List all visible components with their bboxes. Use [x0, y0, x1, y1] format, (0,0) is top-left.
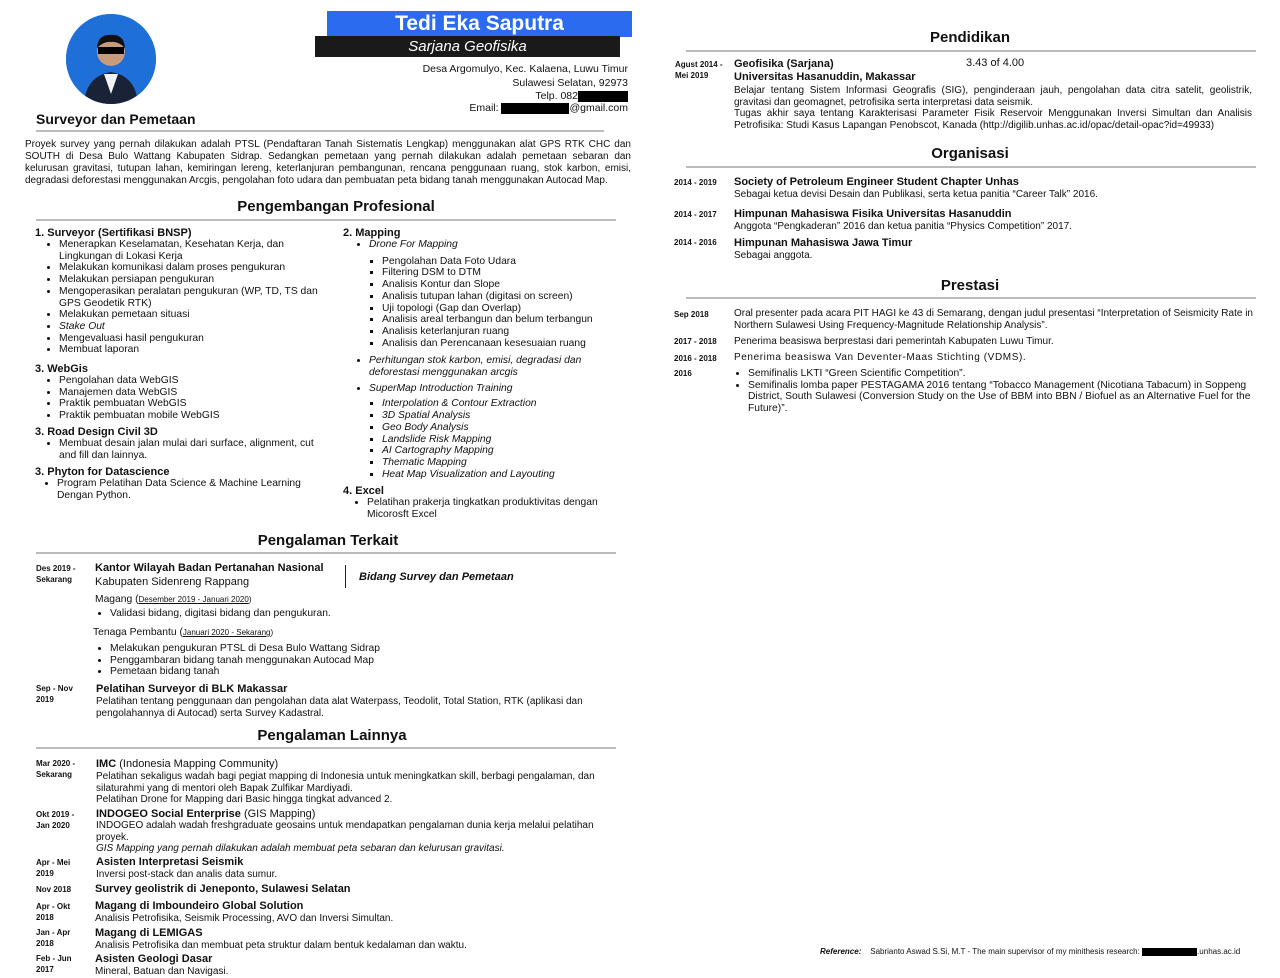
experience-org: Asisten Interpretasi Seismik — [96, 856, 244, 868]
pro-heading-excel: 4. Excel — [343, 485, 384, 498]
description-line: Pelatihan sekaligus wadah bagi pegiat mapping di Indonesia untuk meningkatkan skill, berbagi pengalaman, dan silaturahmi yang di mentori oleh Bapak Zulfikar Mardiyadi. — [96, 771, 595, 794]
pro-left-column — [35, 227, 330, 502]
divider — [36, 747, 616, 749]
list-item: • Perhitungan stok karbon, emisi, degradasi dan deforestasi menggunakan arcgis — [369, 355, 608, 378]
experience-org: Survey geolistrik di Jeneponto, Sulawesi Selatan — [95, 883, 351, 895]
experience-description: Analisis Petrofisika, Seismik Processing, AVO dan Inversi Simultan. — [95, 913, 394, 924]
pro-right-column — [343, 227, 608, 521]
divider — [36, 552, 616, 554]
achievement-description: Penerima beasiswa berprestasi dari pemerintah Kabupaten Luwu Timur. — [734, 336, 1054, 347]
achievement-description: Penerima beasiswa Van Deventer-Maas Stichting (VDMS). — [734, 352, 1027, 363]
list-item: ▪ Analisis Kontur dan Slope — [382, 279, 608, 291]
achievement-date: 2016 — [674, 369, 692, 378]
education-gpa: 3.43 of 4.00 — [966, 57, 1025, 69]
email — [469, 102, 628, 115]
experience-org — [96, 758, 278, 770]
list-item: ▪ Analisis dan Perencanaan kesesuaian ruang — [382, 338, 608, 350]
list-item: ▪ Analisis tutupan lahan (digitasi on screen) — [382, 291, 608, 303]
experience-description: Analisis Petrofisika dan membuat peta struktur dalam bentuk kedalaman dan waktu. — [95, 940, 467, 951]
role-date: Januari 2020 - Sekarang — [182, 628, 271, 637]
list-item: • Praktik pembuatan WebGIS — [59, 398, 330, 410]
list-item: • Melakukan komunikasi dalam proses pengukuran — [59, 262, 330, 274]
achievement-date: Sep 2018 — [674, 310, 709, 319]
section-title-professional: Pengembangan Profesional — [237, 198, 435, 215]
list-item: • Program Pelatihan Data Science & Machine Learning Dengan Python. — [57, 478, 330, 501]
mapping-list — [343, 239, 608, 251]
job-role: Surveyor dan Pemetaan — [36, 111, 196, 127]
description-line: GIS Mapping yang pernah dilakukan adalah membuat peta sebaran dan kelurusan gravitasi. — [96, 843, 505, 854]
experience-date: Nov 2018 — [36, 885, 72, 894]
reference-suffix: .unhas.ac.id — [1197, 947, 1241, 956]
role-label: Tenaga Pembantu ( — [93, 627, 183, 638]
pro-heading-civil3d: 3. Road Design Civil 3D — [35, 425, 158, 438]
role-label: Magang ( — [95, 594, 139, 605]
experience-org: Pelatihan Surveyor di BLK Makassar — [96, 683, 288, 695]
list-item: • Semifinalis LKTI “Green Scientific Competition”. — [748, 368, 1254, 380]
list-item: • Penggambaran bidang tanah menggunakan Autocad Map — [110, 655, 510, 667]
list-item: ▪ Heat Map Visualization and Layouting — [382, 469, 608, 481]
experience-description — [96, 820, 618, 855]
org-detail: (GIS Mapping) — [243, 808, 316, 820]
role-date: Desember 2019 - Januari 2020 — [138, 595, 249, 604]
excel-list — [343, 497, 608, 520]
divider — [686, 166, 1256, 168]
redaction-bar — [501, 103, 569, 114]
list-item: • Pemetaan bidang tanah — [110, 666, 510, 678]
experience-date: Sep - Nov 2019 — [36, 684, 73, 704]
list-item: • Manajemen data WebGIS — [59, 387, 330, 399]
experience-org: Magang di LEMIGAS — [95, 927, 203, 939]
achievement-date: 2016 - 2018 — [674, 354, 717, 363]
experience-description: Pelatihan tentang penggunaan dan pengolahan data alat Waterpass, Teodolit, Total Station, RTK (aplikasi dan pengolahannya di Autocad) serta Survey Kadastral. — [96, 696, 583, 719]
divider — [36, 130, 604, 132]
list-item: • Melakukan pemetaan situasi — [59, 309, 330, 321]
list-item: ▪ Filtering DSM to DTM — [382, 267, 608, 279]
experience-org: Kantor Wilayah Badan Pertanahan Nasional — [95, 562, 324, 574]
experience-org: Magang di Imboundeiro Global Solution — [95, 900, 304, 912]
list-item: • Pelatihan prakerja tingkatkan produktivitas dengan Micorosft Excel — [367, 497, 608, 520]
organization-date: 2014 - 2016 — [674, 238, 717, 247]
list-item: • Melakukan persiapan pengukuran — [59, 274, 330, 286]
organization-date: 2014 - 2019 — [674, 178, 717, 187]
list-item: ▪ Analisis keterlanjuran ruang — [382, 326, 608, 338]
achievement-description: Oral presenter pada acara PIT HAGI ke 43 di Semarang, dengan judul presentasi “Interpretation of Seismicity Rate in Northern Sulawesi Using Frequency-Magnitude Relationship Analysis”. — [734, 308, 1253, 331]
pro-heading-python: 3. Phyton for Datascience — [35, 466, 170, 479]
description-line: Pelatihan Drone for Mapping dari Basic hingga tingkat advanced 2. — [96, 794, 393, 805]
list-item: • Drone For Mapping — [369, 239, 608, 251]
description-line: INDOGEO adalah wadah freshgraduate geosains untuk mendapatkan pengalaman dunia kerja melalui pelatihan proyek. — [96, 820, 594, 843]
list-item: • Pengolahan data WebGIS — [59, 375, 330, 387]
list-item: ▪ Pengolahan Data Foto Udara — [382, 256, 608, 268]
list-item: • SuperMap Introduction Training — [369, 383, 608, 395]
list-item: ▪ Uji topologi (Gap dan Overlap) — [382, 303, 608, 315]
list-item: • Membuat laporan — [59, 344, 330, 356]
carbon-list — [343, 355, 608, 378]
experience-org-2: Kabupaten Sidenreng Rappang — [95, 576, 250, 588]
list-item: ▪ 3D Spatial Analysis — [382, 410, 608, 422]
list-item: ▪ Landslide Risk Mapping — [382, 434, 608, 446]
pro-heading-surveyor: 1. Surveyor (Sertifikasi BNSP) — [35, 227, 192, 239]
list-item: • Stake Out — [59, 321, 330, 333]
drone-list — [343, 256, 608, 350]
section-title-organization: Organisasi — [931, 145, 1009, 162]
address-line-1: Desa Argomulyo, Kec. Kalaena, Luwu Timur — [422, 63, 628, 75]
organization-description: Sebagai anggota. — [734, 250, 813, 261]
python-list — [35, 478, 330, 501]
assistant-list — [86, 643, 510, 678]
reference — [820, 947, 1240, 956]
organization-description: Anggota “Pengkaderan” 2016 dan ketua panitia “Physics Competition” 2017. — [734, 221, 1072, 232]
org-name: IMC — [96, 758, 117, 770]
list-item: • Mengevaluasi hasil pengukuran — [59, 333, 330, 345]
list-item: ▪ Geo Body Analysis — [382, 422, 608, 434]
list-item: ▪ Analisis areal terbangun dan belum terbangun — [382, 314, 608, 326]
divider — [686, 297, 1256, 299]
experience-date: Mar 2020 - Sekarang — [36, 759, 76, 779]
email-label: Email: — [469, 102, 499, 114]
person-icon — [66, 14, 156, 104]
experience-date: Jan - Apr 2018 — [36, 928, 71, 948]
supermap-items — [343, 398, 608, 480]
webgis-list — [35, 375, 330, 422]
redaction-bar — [1142, 948, 1197, 956]
description-line: Tugas akhir saya tentang Karakterisasi Parameter Fisik Reservoir Menggunakan Inversi Simultan dan Analisis Petrofisika: Studi Kasus Lapangan Penobscot, Kanada (http://digilib.unhas.ac.id/opac/detail-opac?id=49933) — [734, 108, 1252, 131]
profile-photo — [66, 14, 156, 104]
experience-date: Des 2019 - Sekarang — [36, 564, 76, 584]
pro-heading-mapping: 2. Mapping — [343, 227, 401, 239]
experience-org: Asisten Geologi Dasar — [95, 953, 213, 965]
list-item: ▪ Thematic Mapping — [382, 457, 608, 469]
divider — [686, 50, 1256, 52]
experience-description — [96, 771, 618, 806]
achievement-date: 2017 - 2018 — [674, 337, 717, 346]
list-item: ▪ AI Cartography Mapping — [382, 445, 608, 457]
list-item: • Praktik pembuatan mobile WebGIS — [59, 410, 330, 422]
vertical-divider — [345, 565, 346, 588]
candidate-name: Tedi Eka Saputra — [327, 11, 632, 37]
section-title-education: Pendidikan — [929, 29, 1011, 46]
list-item: • Melakukan pengukuran PTSL di Desa Bulo Wattang Sidrap — [110, 643, 510, 655]
divider — [36, 219, 616, 221]
surveyor-list — [35, 239, 330, 356]
education-date: Agust 2014 - Mei 2019 — [675, 60, 723, 80]
experience-date: Apr - Okt 2018 — [36, 902, 71, 922]
address-line-2: Sulawesi Selatan, 92973 — [512, 77, 628, 89]
supermap-list — [343, 383, 608, 395]
org-detail: (Indonesia Mapping Community) — [119, 758, 279, 770]
phone-label: Telp. 082 — [535, 90, 578, 102]
list-item: • Membuat desain jalan mulai dari surface, alignment, cut and fill dan lainnya. — [59, 438, 330, 461]
experience-date: Okt 2019 - Jan 2020 — [36, 810, 75, 830]
degree-subtitle: Sarjana Geofisika — [315, 36, 620, 57]
list-item: • Validasi bidang, digitasi bidang dan pengukuran. — [110, 608, 460, 620]
org-name: INDOGEO Social Enterprise — [96, 808, 241, 820]
education-description — [734, 85, 1252, 131]
reference-label: Reference: — [820, 947, 862, 956]
experience-department: Bidang Survey dan Pemetaan — [359, 571, 514, 583]
internship-list — [86, 608, 460, 620]
list-item: • Mengoperasikan peralatan pengukuran (WP, TD, TS dan GPS Geodetik RTK) — [59, 286, 330, 309]
education-university: Universitas Hasanuddin, Makassar — [734, 71, 916, 83]
list-item: ▪ Interpolation & Contour Extraction — [382, 398, 608, 410]
experience-date: Feb - Jun 2017 — [36, 954, 72, 974]
summary: Proyek survey yang pernah dilakukan adalah PTSL (Pendaftaran Tanah Sistematis Lengkap) menggunakan alat GPS RTK CHC dan SOUTH di Desa Bulo Wattang Kabupaten Sidrap. Sedangkan pemetaan yang pernah dilakukan adalah pemetaan sebaran dan kelurusan gravitasi, tutupan lahan, kemiringan lereng, keterlanjuran pembangunan, rencana penggunaan ruang, stok karbon, emisi, degradasi deforestasi menggunakan Arcgis, pengolahan foto udara dan pembuatan peta bidang tanah menggunakan Autocad Map. — [25, 139, 631, 186]
experience-description: Inversi post-stack dan analis data sumur. — [96, 869, 278, 880]
reference-text: Sabrianto Aswad S.Si, M.T - The main supervisor of my minithesis research: — [870, 947, 1140, 956]
organization-name: Society of Petroleum Engineer Student Chapter Unhas — [734, 176, 1019, 188]
organization-date: 2014 - 2017 — [674, 210, 717, 219]
list-item: • Menerapkan Keselamatan, Kesehatan Kerja, dan Lingkungan di Lokasi Kerja — [59, 239, 330, 262]
civil3d-list — [35, 438, 330, 461]
experience-description: Mineral, Batuan dan Navigasi. — [95, 966, 229, 977]
redaction-bar — [578, 91, 628, 102]
experience-org — [96, 808, 315, 820]
role-internship: Magang (Desember 2019 - Januari 2020) — [95, 594, 252, 605]
achievement-list — [724, 368, 1254, 415]
organization-name: Himpunan Mahasiswa Fisika Universitas Hasanuddin — [734, 208, 1012, 220]
email-suffix: @gmail.com — [569, 102, 628, 114]
experience-date: Apr - Mei 2019 — [36, 858, 71, 878]
description-line: Belajar tentang Sistem Informasi Geografis (SIG), penginderaan jauh, pengolahan data citra satelit, geolistrik, gravitasi dan geomagnet, petrofisika serta interpretasi data seismik. — [734, 85, 1252, 108]
section-title-other-experience: Pengalaman Lainnya — [257, 727, 407, 744]
section-title-related-experience: Pengalaman Terkait — [257, 532, 399, 549]
organization-description: Sebagai ketua devisi Desain dan Publikasi, serta ketua panitia “Career Talk” 2016. — [734, 189, 1098, 200]
pro-heading-webgis: 3. WebGis — [35, 363, 88, 376]
organization-name: Himpunan Mahasiswa Jawa Timur — [734, 237, 913, 249]
education-major: Geofisika (Sarjana) — [734, 58, 834, 70]
section-title-achievements: Prestasi — [940, 277, 1000, 294]
role-assistant: Tenaga Pembantu (Januari 2020 - Sekarang) — [93, 627, 274, 638]
list-item: • Semifinalis lomba paper PESTAGAMA 2016 tentang “Tobacco Management (Nicotiana Tabacum) in Soppeng District, South Sulawesi (Conversion Study on the Use of BBM into BBN / Biofuel as an Alternative Fuel for the Future)”. — [748, 380, 1254, 415]
